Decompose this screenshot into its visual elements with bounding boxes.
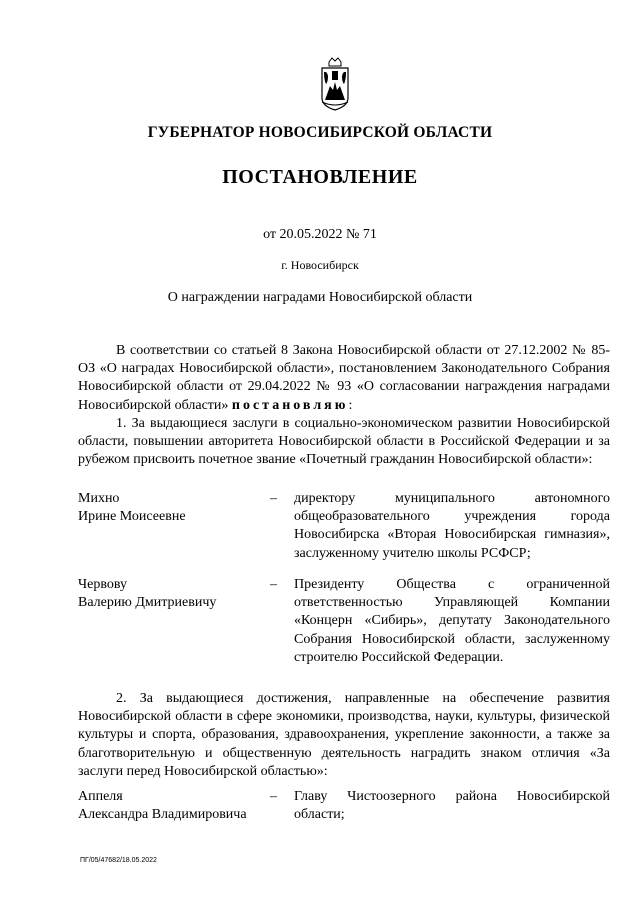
document-type-title: ПОСТАНОВЛЕНИЕ: [222, 166, 418, 188]
city: г. Новосибирск: [281, 258, 359, 272]
document-subject: О награждении наградами Новосибирской области: [167, 290, 473, 305]
decree-colon: :: [348, 397, 353, 413]
document-footer-code: ПГ/05/47682/18.05.2022: [80, 857, 157, 864]
awardee-given-names: Александра Владимировича: [78, 807, 247, 823]
awardee-surname: Аппеля: [78, 789, 123, 804]
item-2-paragraph: 2. За выдающиеся достижения, направленные на обеспечение развития Новосибирской области в сфере экономики, производства, науки, культуры, физической культуры и спорта, образования, здравоохранения, укрепление законности, а также за благотворительную и общественную деятельность наградить знаком отличия «За заслуги перед Новосибирской областью»:: [78, 691, 610, 779]
decree-word: постановляю: [231, 397, 349, 413]
awardee-name: [78, 490, 278, 526]
awardee-surname: Михно: [78, 491, 120, 506]
entry-dash: –: [270, 577, 277, 592]
item-1-paragraph: 1. За выдающиеся заслуги в социально-экономическом развитии Новосибирской области, повышении авторитета Новосибирской области в Российской Федерации и за рубежом присвоить почетное звание «Почетный гражданин Новосибирской области»:: [78, 415, 610, 468]
entry-dash: –: [270, 789, 277, 804]
awardee-name: [78, 788, 278, 824]
coat-of-arms-emblem: [316, 56, 354, 112]
awardee-description: Главу Чистоозерного района Новосибирской области;: [294, 789, 610, 823]
awardee-surname: Червову: [78, 577, 127, 592]
awardee-given-names: Ирине Моисеевне: [78, 509, 186, 525]
awardee-name: [78, 576, 278, 612]
issuing-authority: ГУБЕРНАТОР НОВОСИБИРСКОЙ ОБЛАСТИ: [147, 124, 493, 141]
entry-dash: –: [270, 491, 277, 506]
preamble-paragraph: [78, 342, 610, 415]
awardee-given-names: Валерию Дмитриевичу: [78, 595, 217, 611]
date-and-number: от 20.05.2022 № 71: [263, 227, 377, 242]
awardee-description: директору муниципального автономного общеобразовательного учреждения города Новосибирска «Вторая Новосибирская гимназия», заслуженному учителю школы РСФСР;: [294, 491, 610, 561]
awardee-description: Президенту Общества с ограниченной ответственностью Управляющей Компании «Концерн «Сибирь», депутату Законодательного Собрания Новосибирской области, заслуженному строителю Российской Федерации.: [294, 577, 610, 665]
preamble-block: [78, 342, 610, 469]
preamble-text: В соответствии со статьей 8 Закона Новосибирской области от 27.12.2002 № 85-ОЗ «О наградах Новосибирской области», постановлением Законодательного Собрания Новосибирской области от 29.04.2022 № 93 «О согласовании награждения наградами Новосибирской области»: [78, 343, 610, 413]
